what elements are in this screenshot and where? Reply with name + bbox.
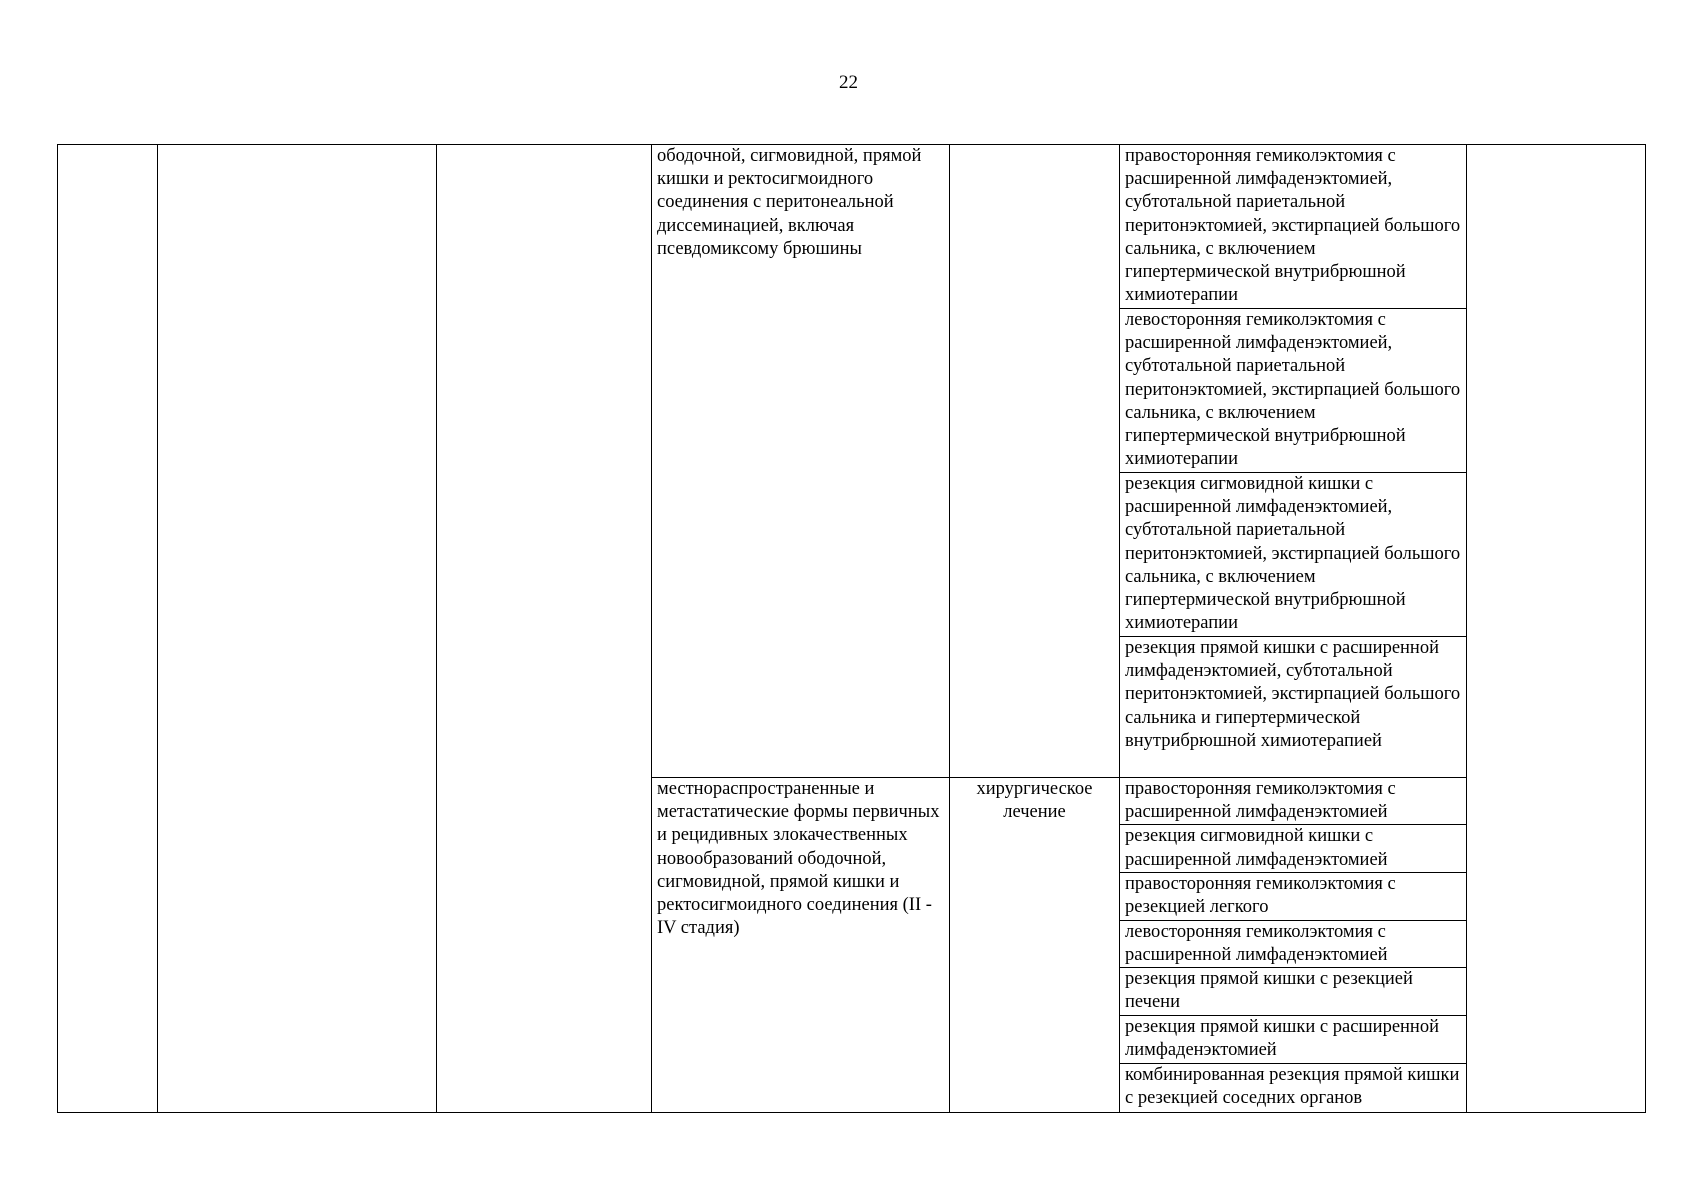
table-row [58,145,1646,309]
cell-operation: правосторонняя гемиколэктомия с расширенной лимфаденэктомией, субтотальной париетальной перитонэктомией, экстирпацией большого сальника, с включением гипертермической внутрибрюшной химиотерапии [1120,145,1467,309]
cell-operation: резекция сигмовидной кишки с расширенной лимфаденэктомией [1120,825,1467,872]
cell-operation: левосторонняя гемиколэктомия с расширенной лимфаденэктомией [1120,920,1467,967]
cell-operation: резекция сигмовидной кишки с расширенной лимфаденэктомией, субтотальной париетальной перитонэктомией, экстирпацией большого сальника, с включением гипертермической внутрибрюшной химиотерапии [1120,473,1467,637]
treatment-table [57,144,1646,1113]
cell-number-empty [58,145,158,1113]
cell-condition: местнораспространенные и метастатические формы первичных и рецидивных злокачественных новообразований ободочной, сигмовидной, прямой кишки и ректосигмоидного соединения (II - IV стадия) [652,778,950,1113]
cell-operation: резекция прямой кишки с расширенной лимфаденэктомией [1120,1016,1467,1063]
cell-cost-empty [1467,145,1646,1113]
cell-code-empty [437,145,652,1113]
cell-operation: резекция прямой кишки с расширенной лимфаденэктомией, субтотальной перитонэктомией, экстирпацией большого сальника и гипертермической внутрибрюшной химиотерапией [1120,637,1467,778]
cell-operation: правосторонняя гемиколэктомия с расширенной лимфаденэктомией [1120,778,1467,825]
cell-operation: левосторонняя гемиколэктомия с расширенной лимфаденэктомией, субтотальной париетальной перитонэктомией, экстирпацией большого сальника, с включением гипертермической внутрибрюшной химиотерапии [1120,309,1467,473]
cell-name-empty [158,145,437,1113]
cell-condition: ободочной, сигмовидной, прямой кишки и ректосигмоидного соединения с перитонеальной диссеминацией, включая псевдомиксому брюшины [652,145,950,778]
cell-method [950,145,1120,778]
cell-method: хирургическое лечение [950,778,1120,1113]
cell-operation: комбинированная резекция прямой кишки с резекцией соседних органов [1120,1063,1467,1112]
cell-operation: правосторонняя гемиколэктомия с резекцией легкого [1120,872,1467,920]
cell-operation: резекция прямой кишки с резекцией печени [1120,968,1467,1016]
page-number: 22 [839,72,858,93]
